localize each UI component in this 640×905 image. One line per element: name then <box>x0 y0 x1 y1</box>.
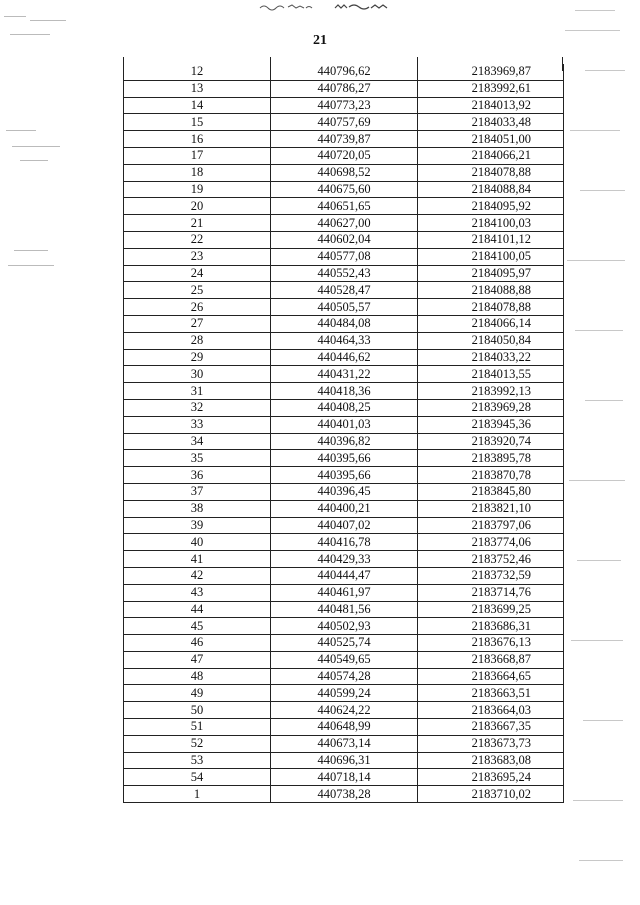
table-row <box>124 735 564 752</box>
point-number-cell: 43 <box>124 584 271 601</box>
x-coordinate-cell: 440401,03 <box>271 416 418 433</box>
x-coordinate-cell: 440446,62 <box>271 349 418 366</box>
y-coordinate-cell: 2183663,51 <box>418 685 564 702</box>
x-coordinate-cell: 440627,00 <box>271 215 418 232</box>
y-coordinate-cell: 2184100,03 <box>418 215 564 232</box>
scan-header-mark <box>333 2 395 12</box>
point-number-cell: 31 <box>124 383 271 400</box>
y-coordinate-cell: 2183797,06 <box>418 517 564 534</box>
x-coordinate-cell: 440786,27 <box>271 80 418 97</box>
point-number-cell: 47 <box>124 651 271 668</box>
x-coordinate-cell: 440407,02 <box>271 517 418 534</box>
x-coordinate-cell: 440773,23 <box>271 97 418 114</box>
point-number-cell: 18 <box>124 164 271 181</box>
point-number-cell: 27 <box>124 315 271 332</box>
point-number-cell: 41 <box>124 551 271 568</box>
table-row <box>124 416 564 433</box>
scan-noise-right <box>555 0 640 905</box>
table-row <box>124 299 564 316</box>
table-row <box>124 551 564 568</box>
y-coordinate-cell: 2183992,61 <box>418 80 564 97</box>
x-coordinate-cell: 440396,45 <box>271 483 418 500</box>
y-coordinate-cell: 2183710,02 <box>418 786 564 803</box>
table-row <box>124 181 564 198</box>
point-number-cell: 16 <box>124 131 271 148</box>
y-coordinate-cell: 2183683,08 <box>418 752 564 769</box>
x-coordinate-cell: 440675,60 <box>271 181 418 198</box>
y-coordinate-cell: 2184078,88 <box>418 299 564 316</box>
y-coordinate-cell: 2183673,73 <box>418 735 564 752</box>
point-number-cell: 14 <box>124 97 271 114</box>
point-number-cell: 42 <box>124 567 271 584</box>
x-coordinate-cell: 440505,57 <box>271 299 418 316</box>
point-number-cell: 54 <box>124 769 271 786</box>
point-number-cell: 51 <box>124 719 271 736</box>
point-number-cell: 26 <box>124 299 271 316</box>
point-number-cell: 52 <box>124 735 271 752</box>
table-row <box>124 786 564 803</box>
x-coordinate-cell: 440624,22 <box>271 702 418 719</box>
x-coordinate-cell: 440698,52 <box>271 164 418 181</box>
y-coordinate-cell: 2184088,84 <box>418 181 564 198</box>
table-row <box>124 483 564 500</box>
x-coordinate-cell: 440648,99 <box>271 719 418 736</box>
y-coordinate-cell: 2184033,48 <box>418 114 564 131</box>
y-coordinate-cell: 2184033,22 <box>418 349 564 366</box>
x-coordinate-cell: 440431,22 <box>271 366 418 383</box>
point-number-cell: 17 <box>124 147 271 164</box>
table-row <box>124 752 564 769</box>
x-coordinate-cell: 440481,56 <box>271 601 418 618</box>
y-coordinate-cell: 2183676,13 <box>418 635 564 652</box>
x-coordinate-cell: 440408,25 <box>271 399 418 416</box>
coordinates-table <box>123 64 564 803</box>
x-coordinate-cell: 440484,08 <box>271 315 418 332</box>
y-coordinate-cell: 2183821,10 <box>418 500 564 517</box>
point-number-cell: 39 <box>124 517 271 534</box>
y-coordinate-cell: 2183664,65 <box>418 668 564 685</box>
point-number-cell: 37 <box>124 483 271 500</box>
table-row <box>124 198 564 215</box>
point-number-cell: 48 <box>124 668 271 685</box>
point-number-cell: 13 <box>124 80 271 97</box>
x-coordinate-cell: 440395,66 <box>271 450 418 467</box>
y-coordinate-cell: 2183668,87 <box>418 651 564 668</box>
y-coordinate-cell: 2184050,84 <box>418 332 564 349</box>
y-coordinate-cell: 2184088,88 <box>418 282 564 299</box>
y-coordinate-cell: 2183752,46 <box>418 551 564 568</box>
y-coordinate-cell: 2183845,80 <box>418 483 564 500</box>
y-coordinate-cell: 2184095,97 <box>418 265 564 282</box>
table-row <box>124 282 564 299</box>
point-number-cell: 45 <box>124 618 271 635</box>
y-coordinate-cell: 2183920,74 <box>418 433 564 450</box>
point-number-cell: 1 <box>124 786 271 803</box>
y-coordinate-cell: 2183714,76 <box>418 584 564 601</box>
point-number-cell: 36 <box>124 467 271 484</box>
point-number-cell: 38 <box>124 500 271 517</box>
table-row <box>124 349 564 366</box>
point-number-cell: 28 <box>124 332 271 349</box>
point-number-cell: 49 <box>124 685 271 702</box>
y-coordinate-cell: 2183870,78 <box>418 467 564 484</box>
x-coordinate-cell: 440502,93 <box>271 618 418 635</box>
x-coordinate-cell: 440395,66 <box>271 467 418 484</box>
x-coordinate-cell: 440599,24 <box>271 685 418 702</box>
y-coordinate-cell: 2183992,13 <box>418 383 564 400</box>
table-row <box>124 618 564 635</box>
y-coordinate-cell: 2184078,88 <box>418 164 564 181</box>
y-coordinate-cell: 2183969,87 <box>418 64 564 80</box>
point-number-cell: 29 <box>124 349 271 366</box>
scan-header-mark <box>258 2 318 12</box>
x-coordinate-cell: 440796,62 <box>271 64 418 80</box>
table-row <box>124 534 564 551</box>
table-row <box>124 147 564 164</box>
y-coordinate-cell: 2184051,00 <box>418 131 564 148</box>
table-row <box>124 500 564 517</box>
y-coordinate-cell: 2183699,25 <box>418 601 564 618</box>
y-coordinate-cell: 2183664,03 <box>418 702 564 719</box>
x-coordinate-cell: 440577,08 <box>271 248 418 265</box>
table-row <box>124 64 564 80</box>
table-row <box>124 517 564 534</box>
table-row <box>124 231 564 248</box>
table-row <box>124 719 564 736</box>
table-row <box>124 702 564 719</box>
x-coordinate-cell: 440396,82 <box>271 433 418 450</box>
x-coordinate-cell: 440416,78 <box>271 534 418 551</box>
table-row <box>124 467 564 484</box>
x-coordinate-cell: 440739,87 <box>271 131 418 148</box>
point-number-cell: 33 <box>124 416 271 433</box>
x-coordinate-cell: 440528,47 <box>271 282 418 299</box>
point-number-cell: 20 <box>124 198 271 215</box>
table-row <box>124 635 564 652</box>
y-coordinate-cell: 2184101,12 <box>418 231 564 248</box>
table-row <box>124 433 564 450</box>
table-row <box>124 601 564 618</box>
x-coordinate-cell: 440718,14 <box>271 769 418 786</box>
y-coordinate-cell: 2184066,14 <box>418 315 564 332</box>
point-number-cell: 24 <box>124 265 271 282</box>
table-row <box>124 131 564 148</box>
x-coordinate-cell: 440444,47 <box>271 567 418 584</box>
y-coordinate-cell: 2183667,35 <box>418 719 564 736</box>
y-coordinate-cell: 2184100,05 <box>418 248 564 265</box>
x-coordinate-cell: 440738,28 <box>271 786 418 803</box>
x-coordinate-cell: 440574,28 <box>271 668 418 685</box>
point-number-cell: 30 <box>124 366 271 383</box>
y-coordinate-cell: 2183945,36 <box>418 416 564 433</box>
point-number-cell: 44 <box>124 601 271 618</box>
point-number-cell: 21 <box>124 215 271 232</box>
x-coordinate-cell: 440418,36 <box>271 383 418 400</box>
table-row <box>124 584 564 601</box>
table-row <box>124 567 564 584</box>
y-coordinate-cell: 2183732,59 <box>418 567 564 584</box>
point-number-cell: 25 <box>124 282 271 299</box>
y-coordinate-cell: 2183969,28 <box>418 399 564 416</box>
point-number-cell: 22 <box>124 231 271 248</box>
y-coordinate-cell: 2183695,24 <box>418 769 564 786</box>
point-number-cell: 32 <box>124 399 271 416</box>
y-coordinate-cell: 2184013,55 <box>418 366 564 383</box>
table-row <box>124 685 564 702</box>
scan-noise-left <box>0 10 80 310</box>
x-coordinate-cell: 440552,43 <box>271 265 418 282</box>
point-number-cell: 53 <box>124 752 271 769</box>
point-number-cell: 12 <box>124 64 271 80</box>
table-row <box>124 97 564 114</box>
y-coordinate-cell: 2184013,92 <box>418 97 564 114</box>
x-coordinate-cell: 440602,04 <box>271 231 418 248</box>
point-number-cell: 34 <box>124 433 271 450</box>
y-coordinate-cell: 2183774,06 <box>418 534 564 551</box>
table-row <box>124 450 564 467</box>
point-number-cell: 35 <box>124 450 271 467</box>
table-row <box>124 248 564 265</box>
table-row <box>124 651 564 668</box>
x-coordinate-cell: 440400,21 <box>271 500 418 517</box>
x-coordinate-cell: 440757,69 <box>271 114 418 131</box>
x-coordinate-cell: 440673,14 <box>271 735 418 752</box>
table-row <box>124 215 564 232</box>
table-row <box>124 315 564 332</box>
x-coordinate-cell: 440464,33 <box>271 332 418 349</box>
page-number: 21 <box>313 33 327 48</box>
table-row <box>124 114 564 131</box>
point-number-cell: 50 <box>124 702 271 719</box>
point-number-cell: 15 <box>124 114 271 131</box>
table-row <box>124 164 564 181</box>
table-row <box>124 332 564 349</box>
table-row <box>124 769 564 786</box>
x-coordinate-cell: 440651,65 <box>271 198 418 215</box>
table-row <box>124 265 564 282</box>
x-coordinate-cell: 440696,31 <box>271 752 418 769</box>
y-coordinate-cell: 2183686,31 <box>418 618 564 635</box>
point-number-cell: 23 <box>124 248 271 265</box>
point-number-cell: 46 <box>124 635 271 652</box>
table-row <box>124 80 564 97</box>
x-coordinate-cell: 440461,97 <box>271 584 418 601</box>
table-row <box>124 383 564 400</box>
table-row <box>124 366 564 383</box>
x-coordinate-cell: 440525,74 <box>271 635 418 652</box>
coordinates-table-body <box>124 64 564 803</box>
y-coordinate-cell: 2183895,78 <box>418 450 564 467</box>
table-row <box>124 399 564 416</box>
y-coordinate-cell: 2184066,21 <box>418 147 564 164</box>
x-coordinate-cell: 440720,05 <box>271 147 418 164</box>
point-number-cell: 19 <box>124 181 271 198</box>
y-coordinate-cell: 2184095,92 <box>418 198 564 215</box>
table-row <box>124 668 564 685</box>
point-number-cell: 40 <box>124 534 271 551</box>
x-coordinate-cell: 440429,33 <box>271 551 418 568</box>
x-coordinate-cell: 440549,65 <box>271 651 418 668</box>
